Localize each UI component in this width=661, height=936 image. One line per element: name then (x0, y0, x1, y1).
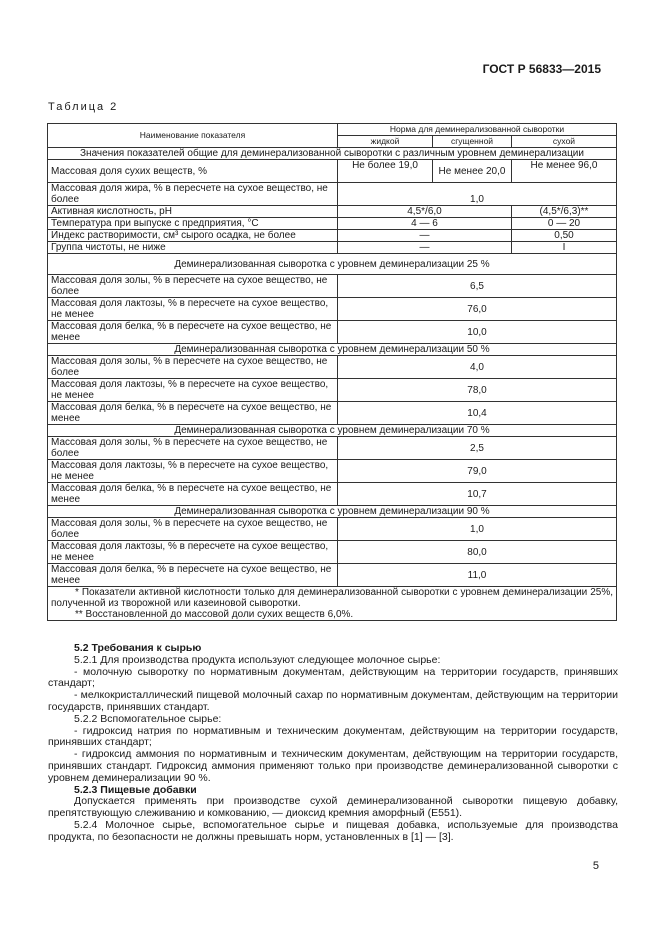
paragraph: - молочную сыворотку по нормативным документам, действующим на территории государств, принявших стандарт; (48, 665, 618, 690)
table-row (48, 298, 617, 321)
table-row (48, 275, 617, 298)
param-name: Массовая доля золы, % в пересчете на сухое вещество, не более (48, 275, 338, 298)
table-row (48, 230, 617, 242)
table-row (48, 218, 617, 230)
section-level-50: Деминерализованная сыворотка с уровнем деминерализации 50 % (48, 344, 617, 356)
param-name: Активная кислотность, pH (48, 206, 338, 218)
value-dry: 0,50 (512, 230, 617, 242)
value-lactose: 76,0 (338, 298, 617, 321)
table-caption: Таблица 2 (48, 101, 119, 113)
subcolumn-condensed: сгущенной (433, 136, 512, 148)
paragraph: 5.2.1 Для производства продукта используют следующее молочное сырье: (74, 653, 441, 666)
table-row (48, 206, 617, 218)
param-name: Массовая доля золы, % в пересчете на сухое вещество, не более (48, 437, 338, 460)
table-row (48, 564, 617, 587)
paragraph: - мелкокристаллический пищевой молочный сахар по нормативным документам, действующим на территории государств, принявших стандарт. (48, 689, 618, 713)
section-general: Значения показателей общие для деминерализованной сыворотки с различным уровнем деминерализации (48, 148, 617, 160)
subcolumn-dry: сухой (512, 136, 617, 148)
value-dry: (4,5*/6,3)** (512, 206, 617, 218)
value-lactose: 78,0 (338, 379, 617, 402)
param-name: Массовая доля белка, % в пересчете на сухое вещество, не менее (48, 402, 338, 425)
paragraph: - гидроксид аммония по нормативным и техническим документам, действующим на территории государств, принявших стандарт. Гидроксид аммония применяют только при производстве деминерализованной сыворотки с уровнем деминерализации 90 %. (48, 748, 618, 784)
subcolumn-liquid: жидкой (338, 136, 433, 148)
value-ash: 6,5 (338, 275, 617, 298)
table-row (48, 402, 617, 425)
value-lactose: 79,0 (338, 460, 617, 483)
table-row (48, 437, 617, 460)
param-name: Массовая доля белка, % в пересчете на сухое вещество, не менее (48, 321, 338, 344)
value-ash: 1,0 (338, 518, 617, 541)
value-protein: 10,0 (338, 321, 617, 344)
param-name: Массовая доля лактозы, % в пересчете на сухое вещество, не менее (48, 298, 338, 321)
value-liquid-condensed: — (338, 242, 512, 254)
table-row (48, 356, 617, 379)
value-lactose: 80,0 (338, 541, 617, 564)
param-name: Массовая доля золы, % в пересчете на сухое вещество, не более (48, 518, 338, 541)
section-level-25: Деминерализованная сыворотка с уровнем деминерализации 25 % (48, 254, 617, 275)
param-name: Массовая доля лактозы, % в пересчете на сухое вещество, не менее (48, 541, 338, 564)
table-row (48, 483, 617, 506)
table-row (48, 242, 617, 254)
footnote-1: * Показатели активной кислотности только для деминерализованной сыворотки с уровнем деминерализации 25%, полученной из творожной или казеиновой сыворотки. (51, 587, 613, 609)
value-liquid-condensed: 4 — 6 (338, 218, 512, 230)
value-dry: I (512, 242, 617, 254)
value-ash: 4,0 (338, 356, 617, 379)
value-liquid-condensed: 4,5*/6,0 (338, 206, 512, 218)
table-row (48, 518, 617, 541)
page-number: 5 (592, 860, 599, 872)
table-footnotes (48, 587, 617, 621)
param-name: Массовая доля золы, % в пересчете на сухое вещество, не более (48, 356, 338, 379)
value-all: 1,0 (338, 183, 617, 206)
param-name: Группа чистоты, не ниже (48, 242, 338, 254)
footnote-2: ** Восстановленной до массовой доли сухих веществ 6,0%. (75, 609, 354, 620)
paragraph: 5.2.2 Вспомогательное сырье: (74, 712, 222, 725)
paragraph: Допускается применять при производстве сухой деминерализованной сыворотки пищевую добавку, препятствующую слеживанию и комкованию, — диоксид кремния аморфный (Е551). (48, 795, 618, 820)
standard-number: ГОСТ Р 56833—2015 (482, 62, 601, 76)
table-row (48, 379, 617, 402)
param-name: Массовая доля жира, % в пересчете на сухое вещество, не более (48, 183, 338, 206)
table-row (48, 541, 617, 564)
param-name: Индекс растворимости, см³ сырого осадка, не более (48, 230, 338, 242)
table-row (48, 460, 617, 483)
column-header-name: Наименование показателя (48, 124, 338, 148)
heading-5-2-3: 5.2.3 Пищевые добавки (74, 783, 197, 796)
value-protein: 10,4 (338, 402, 617, 425)
section-level-70: Деминерализованная сыворотка с уровнем деминерализации 70 % (48, 425, 617, 437)
table-row (48, 321, 617, 344)
table-row (48, 160, 617, 183)
value-dry: Не менее 96,0 (512, 160, 617, 183)
param-name: Массовая доля белка, % в пересчете на сухое вещество, не менее (48, 483, 338, 506)
section-level-90: Деминерализованная сыворотка с уровнем деминерализации 90 % (48, 506, 617, 518)
value-ash: 2,5 (338, 437, 617, 460)
value-liquid: Не более 19,0 (338, 160, 433, 183)
column-header-norm: Норма для деминерализованной сыворотки (338, 124, 617, 136)
requirements-table (47, 123, 617, 621)
paragraph: 5.2.4 Молочное сырье, вспомогательное сырье и пищевая добавка, используемые для производства продукта, по безопасности не должны превышать норм, установленных в [1] — [3]. (48, 818, 618, 843)
param-name: Температура при выпуске с предприятия, °С (48, 218, 338, 230)
body-text (48, 643, 618, 844)
param-name: Массовая доля лактозы, % в пересчете на сухое вещество, не менее (48, 460, 338, 483)
heading-5-2: 5.2 Требования к сырью (74, 642, 202, 654)
value-condensed: Не менее 20,0 (433, 160, 512, 183)
param-name: Массовая доля белка, % в пересчете на сухое вещество, не менее (48, 564, 338, 587)
value-liquid-condensed: — (338, 230, 512, 242)
param-name: Массовая доля сухих веществ, % (48, 160, 338, 183)
value-protein: 11,0 (338, 564, 617, 587)
paragraph: - гидроксид натрия по нормативным и техническим документам, действующим на территории государств, принявших стандарт; (48, 724, 618, 749)
param-name: Массовая доля лактозы, % в пересчете на сухое вещество, не менее (48, 379, 338, 402)
value-protein: 10,7 (338, 483, 617, 506)
table-row (48, 183, 617, 206)
value-dry: 0 — 20 (512, 218, 617, 230)
